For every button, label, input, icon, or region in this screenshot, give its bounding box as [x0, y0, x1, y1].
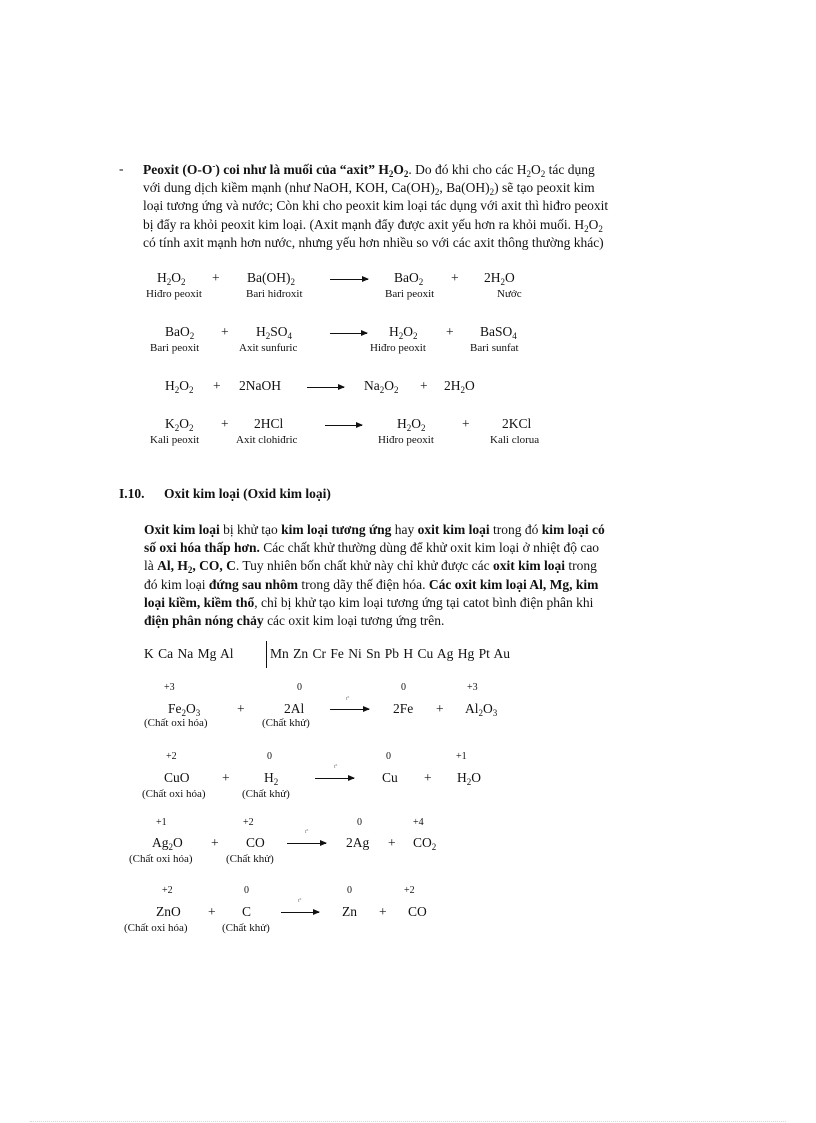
plus-sign: +	[237, 701, 245, 716]
plus-sign: +	[222, 770, 230, 785]
oxidation-number: +3	[467, 682, 478, 693]
caption: Bari peoxit	[150, 342, 200, 354]
formula-h2o2: $H_2O_2$	[389, 324, 418, 341]
oxidation-number: +2	[166, 751, 177, 762]
page-bottom-border	[30, 1121, 786, 1122]
condition-heat: t°	[346, 697, 350, 702]
p1-line-5: có tính axit mạnh hơn nước, nhưng yếu hơn nhiều so với các axit thông thường khác)	[143, 234, 604, 250]
p2-line-6: điện phân nóng chảy các oxit kim loại tương ứng trên.	[144, 613, 445, 629]
plus-sign: +	[211, 835, 219, 850]
formula-2hcl: 2HCl	[254, 416, 284, 431]
caption: Axit sunfuric	[239, 342, 298, 354]
formula-bao2: BaO$_2$	[165, 324, 195, 341]
condition-heat: t°	[298, 899, 302, 904]
caption-reducer: (Chất khử)	[262, 717, 310, 729]
p1-line-4: bị đẩy ra khỏi peoxit kim loại. (Axit mạnh đẩy được axit yếu hơn ra khỏi muối. $H_2O_2$	[143, 216, 603, 234]
formula-2h2o: $2H_2O$	[444, 378, 475, 395]
oxidation-number: +1	[156, 817, 167, 828]
peroxide-paragraph	[143, 161, 695, 252]
p2-line-5: loại kiềm, kiềm thổ, chỉ bị khử tạo kim loại tương ứng tại catot bình điện phân khi	[144, 594, 594, 610]
caption-oxidizer: (Chất oxi hóa)	[124, 922, 188, 934]
series-divider	[266, 641, 267, 668]
formula-na2o2: $Na_2O_2$	[364, 378, 399, 395]
oxidation-number: +4	[413, 817, 424, 828]
plus-sign: +	[420, 378, 428, 393]
plus-sign: +	[451, 270, 459, 285]
formula-k2o2: $K_2O_2$	[165, 416, 194, 433]
formula-h2o: $H_2O$	[457, 770, 481, 787]
oxidation-number: 0	[347, 885, 352, 896]
p2-line-3: là Al, $H_2$, CO, C. Tuy nhiên bốn chất khử này chỉ khử được các oxit kim loại trong	[144, 558, 597, 576]
section-title: Oxit kim loại (Oxid kim loại)	[164, 486, 331, 501]
caption: Nước	[497, 288, 522, 300]
caption: Bari peoxit	[385, 288, 435, 300]
caption-oxidizer: (Chất oxi hóa)	[129, 853, 193, 865]
oxidation-number: +1	[456, 751, 467, 762]
formula-cu: Cu	[382, 770, 398, 785]
formula-2naoh: 2NaOH	[239, 378, 281, 393]
formula-2h2o: $2H_2O$	[484, 270, 515, 287]
reaction-arrow	[287, 843, 326, 844]
reaction-arrow	[281, 912, 319, 913]
p2-line-4: đó kim loại đứng sau nhôm trong dãy thế điện hóa. Các oxit kim loại Al, Mg, kim	[144, 576, 599, 592]
p2-line-1: Oxit kim loại bị khử tạo kim loại tương ứng hay oxit kim loại trong đó kim loại có	[144, 522, 605, 537]
caption: Axit clohiđric	[236, 434, 298, 446]
formula-2kcl: 2KCl	[502, 416, 532, 431]
oxidation-number: +2	[404, 885, 415, 896]
formula-baso4: BaSO$_4$	[480, 324, 517, 341]
p1-line-1: Peoxit (O-O-) coi như là muối của “axit” $H_2O_2$. Do đó khi cho các $H_2O_2$ tác dụng	[143, 161, 595, 179]
caption-reducer: (Chất khử)	[222, 922, 270, 934]
caption-oxidizer: (Chất oxi hóa)	[144, 717, 208, 729]
formula-2ag: 2Ag	[346, 835, 370, 850]
plus-sign: +	[221, 416, 229, 431]
formula-c: C	[242, 904, 252, 919]
reaction-arrow	[307, 387, 344, 388]
plus-sign: +	[212, 270, 220, 285]
caption-reducer: (Chất khử)	[242, 788, 290, 800]
p2-line-2: số oxi hóa thấp hơn. Các chất khử thường dùng để khử oxit kim loại ở nhiệt độ cao	[144, 540, 600, 556]
caption: Bari sunfat	[470, 342, 519, 354]
p1-line-2: với dung dịch kiềm mạnh (như NaOH, KOH, $Ca(OH)_2$, $Ba(OH)_2$) sẽ tạo peoxit kim	[143, 180, 595, 198]
formula-fe2o3: $Fe_2O_3$	[168, 701, 201, 718]
formula-h2: $H_2$	[264, 770, 279, 787]
formula-cuo: CuO	[164, 770, 190, 785]
caption: Kali peoxit	[150, 434, 200, 446]
formula-h2so4: $H_2SO_4$	[256, 324, 293, 341]
oxidation-number: 0	[297, 682, 302, 693]
series-left: K Ca Na Mg Al	[144, 646, 234, 661]
reaction-arrow	[330, 709, 369, 710]
plus-sign: +	[424, 770, 432, 785]
caption: Hiđro peoxit	[378, 434, 434, 446]
plus-sign: +	[446, 324, 454, 339]
oxidation-number: 0	[401, 682, 406, 693]
plus-sign: +	[436, 701, 444, 716]
section-number: I.10.	[119, 486, 145, 501]
plus-sign: +	[213, 378, 221, 393]
bullet-marker: -	[119, 161, 124, 176]
formula-baoh2: $Ba(OH)_2$	[247, 270, 295, 287]
caption-oxidizer: (Chất oxi hóa)	[142, 788, 206, 800]
reaction-arrow	[330, 333, 367, 334]
formula-ag2o: $Ag_2O$	[152, 835, 183, 852]
condition-heat: t°	[305, 830, 309, 835]
formula-co: CO	[246, 835, 265, 850]
formula-zno: ZnO	[156, 904, 181, 919]
caption: Kali clorua	[490, 434, 540, 446]
formula-2fe: 2Fe	[393, 701, 414, 716]
metal-oxide-paragraph	[144, 521, 695, 630]
formula-h2o2: $H_2O_2$	[157, 270, 186, 287]
reaction-arrow	[315, 778, 354, 779]
oxidation-number: 0	[267, 751, 272, 762]
caption: Hiđro peoxit	[146, 288, 202, 300]
formula-co2: $CO_2$	[413, 835, 437, 852]
oxidation-number: 0	[244, 885, 249, 896]
oxidation-number: +3	[164, 682, 175, 693]
caption-reducer: (Chất khử)	[226, 853, 274, 865]
p1-line-3: loại tương ứng và nước; Còn khi cho peoxit kim loại tác dụng với axit thì hiđro peoxit	[143, 198, 609, 214]
formula-al2o3: $Al_2O_3$	[465, 701, 498, 718]
formula-h2o2: $H_2O_2$	[165, 378, 194, 395]
plus-sign: +	[208, 904, 216, 919]
oxidation-number: +2	[243, 817, 254, 828]
oxidation-number: 0	[357, 817, 362, 828]
caption: Bari hiđroxit	[246, 288, 303, 300]
condition-heat: t°	[334, 765, 338, 770]
formula-zn: Zn	[342, 904, 357, 919]
formula-co: CO	[408, 904, 427, 919]
plus-sign: +	[379, 904, 387, 919]
oxidation-number: 0	[386, 751, 391, 762]
formula-bao2: BaO$_2$	[394, 270, 424, 287]
plus-sign: +	[221, 324, 229, 339]
formula-2al: 2Al	[284, 701, 305, 716]
plus-sign: +	[388, 835, 396, 850]
plus-sign: +	[462, 416, 470, 431]
reaction-arrow	[330, 279, 368, 280]
series-right: Mn Zn Cr Fe Ni Sn Pb H Cu Ag Hg Pt Au	[270, 646, 511, 661]
formula-h2o2: $H_2O_2$	[397, 416, 426, 433]
oxidation-number: +2	[162, 885, 173, 896]
reaction-arrow	[325, 425, 362, 426]
caption: Hiđro peoxit	[370, 342, 426, 354]
